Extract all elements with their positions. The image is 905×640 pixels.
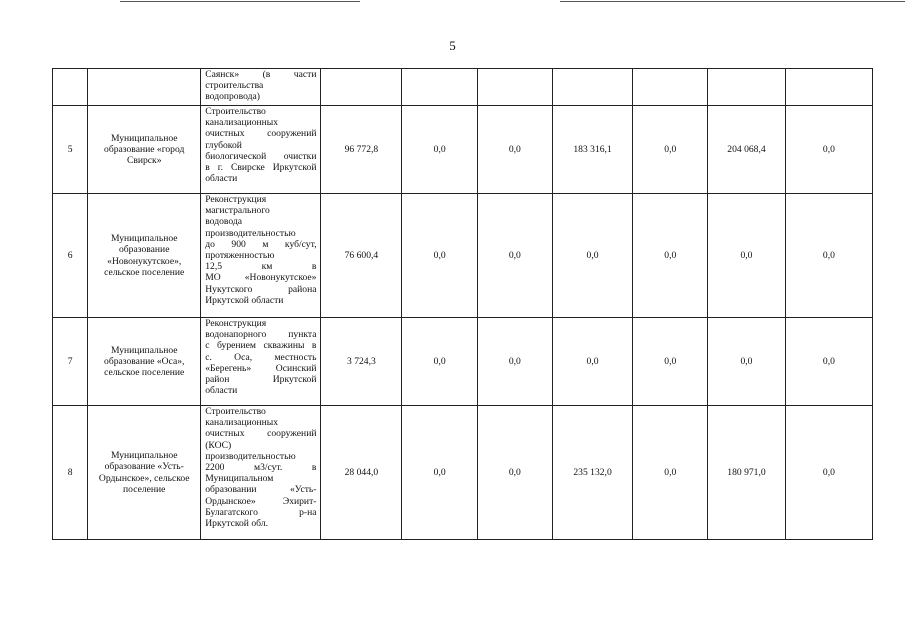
project-description bbox=[201, 194, 321, 318]
value-col-8: 0,0 bbox=[633, 194, 708, 318]
table-body bbox=[53, 69, 873, 540]
description-line: производительностью bbox=[205, 450, 296, 462]
table-row bbox=[53, 406, 873, 540]
value-col-7: 183 316,1 bbox=[552, 106, 633, 194]
value-col-10: 0,0 bbox=[785, 406, 872, 540]
project-description bbox=[201, 318, 321, 406]
page-number: 5 bbox=[449, 38, 456, 53]
value-col-5: 0,0 bbox=[402, 318, 478, 406]
table-row bbox=[53, 318, 873, 406]
value-col-10 bbox=[785, 69, 872, 106]
value-col-9: 0,0 bbox=[708, 318, 786, 406]
description-line: Ордынское» Эхирит- bbox=[205, 495, 317, 507]
value-col-8: 0,0 bbox=[633, 106, 708, 194]
description-line: Саянск» (в части bbox=[205, 69, 317, 80]
description-line: (КОС) bbox=[205, 439, 232, 451]
municipality-name: Муниципальное образование «Новонукутское», сельское поселение bbox=[88, 194, 201, 318]
value-col-6 bbox=[478, 69, 553, 106]
row-number: 5 bbox=[53, 106, 88, 194]
value-col-10: 0,0 bbox=[785, 106, 872, 194]
program-table bbox=[52, 68, 873, 540]
description-line: до 900 м куб/сут, bbox=[205, 238, 317, 250]
description-line: глубокой bbox=[205, 139, 242, 151]
value-col-7 bbox=[552, 69, 633, 106]
description-line: Реконструкция bbox=[205, 318, 267, 329]
value-col-9 bbox=[708, 69, 786, 106]
description-line: области bbox=[205, 385, 238, 397]
value-col-5: 0,0 bbox=[402, 106, 478, 194]
description-line: водонапорного пункта bbox=[205, 329, 317, 341]
value-col-10: 0,0 bbox=[785, 194, 872, 318]
value-col-4: 3 724,3 bbox=[321, 318, 402, 406]
value-col-8: 0,0 bbox=[633, 406, 708, 540]
value-col-6: 0,0 bbox=[478, 106, 553, 194]
description-line: магистрального bbox=[205, 205, 270, 217]
description-line: протяженностью bbox=[205, 250, 275, 262]
project-description bbox=[201, 106, 321, 194]
value-col-4: 28 044,0 bbox=[321, 406, 402, 540]
description-line: очистных сооружений bbox=[205, 428, 317, 440]
row-number bbox=[53, 69, 88, 106]
value-col-4: 96 772,8 bbox=[321, 106, 402, 194]
value-col-8 bbox=[633, 69, 708, 106]
municipality-name bbox=[88, 69, 201, 106]
description-line: канализационных bbox=[205, 417, 279, 429]
row-number: 6 bbox=[53, 194, 88, 318]
value-col-6: 0,0 bbox=[478, 318, 553, 406]
value-col-7: 0,0 bbox=[552, 318, 633, 406]
table-row bbox=[53, 194, 873, 318]
description-line: Булагатского р-на bbox=[205, 506, 317, 518]
description-line: водопровода) bbox=[205, 91, 260, 103]
project-description bbox=[201, 69, 321, 106]
description-line: 12,5 км в bbox=[205, 261, 317, 273]
value-col-7: 0,0 bbox=[552, 194, 633, 318]
municipality-name: Муниципальное образование «город Свирск» bbox=[88, 106, 201, 194]
municipality-name: Муниципальное образование «Оса», сельское поселение bbox=[88, 318, 201, 406]
value-col-5 bbox=[402, 69, 478, 106]
value-col-9: 180 971,0 bbox=[708, 406, 786, 540]
top-rule-right bbox=[560, 1, 905, 2]
value-col-4: 76 600,4 bbox=[321, 194, 402, 318]
description-line: с бурением скважины в bbox=[205, 340, 317, 352]
description-line: водовода bbox=[205, 216, 243, 228]
description-line: Нукутского района bbox=[205, 283, 317, 295]
value-col-5: 0,0 bbox=[402, 194, 478, 318]
description-line: с. Оса, местность bbox=[205, 351, 317, 363]
description-line: Иркутской обл. bbox=[205, 518, 268, 530]
value-col-9: 0,0 bbox=[708, 194, 786, 318]
description-line: канализационных bbox=[205, 117, 279, 129]
description-line: области bbox=[205, 173, 238, 185]
value-col-6: 0,0 bbox=[478, 194, 553, 318]
row-number: 8 bbox=[53, 406, 88, 540]
description-line: Строительство bbox=[205, 106, 266, 117]
description-line: 2200 м3/сут. в bbox=[205, 462, 317, 474]
value-col-7: 235 132,0 bbox=[552, 406, 633, 540]
value-col-8: 0,0 bbox=[633, 318, 708, 406]
table-row bbox=[53, 69, 873, 106]
value-col-5: 0,0 bbox=[402, 406, 478, 540]
description-line: Реконструкция bbox=[205, 194, 267, 205]
description-line: биологической очистки bbox=[205, 150, 317, 162]
project-description bbox=[201, 406, 321, 540]
top-rule-left bbox=[120, 1, 360, 2]
description-line: «Берегень» Осинский bbox=[205, 362, 317, 374]
description-line: очистных сооружений bbox=[205, 128, 317, 140]
description-line: Иркутской области bbox=[205, 294, 284, 306]
municipality-name: Муниципальное образование «Усть-Ордынское», сельское поселение bbox=[88, 406, 201, 540]
description-line: Муниципальном bbox=[205, 473, 274, 485]
value-col-6: 0,0 bbox=[478, 406, 553, 540]
description-line: образовании «Усть- bbox=[205, 484, 317, 496]
description-line: в г. Свирске Иркутской bbox=[205, 162, 317, 174]
row-number: 7 bbox=[53, 318, 88, 406]
description-line: производительностью bbox=[205, 227, 296, 239]
value-col-10: 0,0 bbox=[785, 318, 872, 406]
description-line: район Иркутской bbox=[205, 374, 317, 386]
table-row bbox=[53, 106, 873, 194]
value-col-4 bbox=[321, 69, 402, 106]
description-line: Строительство bbox=[205, 406, 266, 417]
description-line: строительства bbox=[205, 80, 264, 92]
value-col-9: 204 068,4 bbox=[708, 106, 786, 194]
description-line: МО «Новонукутское» bbox=[205, 272, 317, 284]
